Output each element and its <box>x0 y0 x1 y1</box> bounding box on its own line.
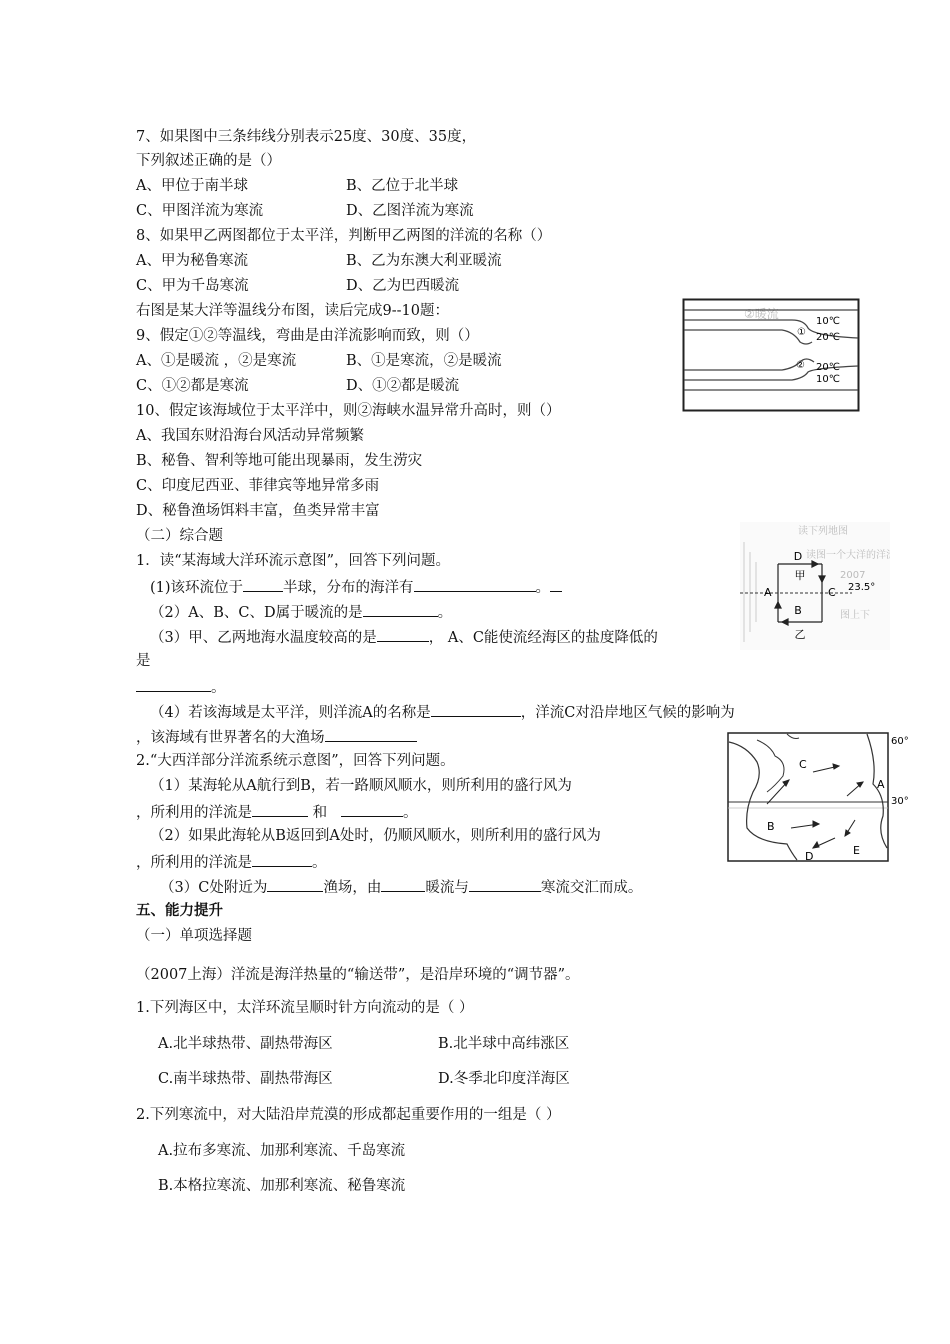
fig2-label-jia: 甲 <box>794 569 806 582</box>
c2-part3: （3）C处附近为 渔场，由 暖流与 寒流交汇而成。 <box>160 876 642 898</box>
m1-stem: 1.下列海区中，太洋环流呈顺时针方向流动的是（ ） <box>136 1000 474 1016</box>
c2-stem: 2.“大西洋部分洋流系统示意图”，回答下列问题。 <box>136 753 455 769</box>
fig1-label-20c-top: 20℃ <box>816 332 840 343</box>
fig3-label-30: 30° <box>891 796 909 807</box>
m1-option-a: A.北半球热带、副热带海区 <box>158 1036 333 1052</box>
q10-option-b: B、秘鲁、智利等地可能出现暴雨，发生涝灾 <box>136 453 423 469</box>
q7-stem-line1: 7、如果图中三条纬线分别表示25度、30度、35度， <box>136 129 477 145</box>
blank[interactable] <box>381 876 425 892</box>
q9-option-c: C、①②都是寒流 <box>136 378 249 394</box>
q10-option-a: A、我国东财沿海台风活动异常频繁 <box>136 428 364 444</box>
q10-stem: 10、假定该海域位于太平洋中，则②海峡水温异常升高时，则（） <box>136 403 561 419</box>
m1-option-b: B.北半球中高纬涨区 <box>438 1036 570 1052</box>
q7-option-a: A、甲位于南半球 <box>136 178 248 194</box>
c1-stem: 1．读“某海域大洋环流示意图”，回答下列问题。 <box>136 553 451 569</box>
m2-option-b: B.本格拉寒流、加那利寒流、秘鲁寒流 <box>158 1178 406 1194</box>
c1-part3-end: 。 <box>136 676 226 698</box>
blank[interactable] <box>550 576 562 592</box>
fig1-label-2: ② <box>796 360 805 371</box>
q10-option-d: D、秘鲁渔场饵料丰富，鱼类异常丰富 <box>136 503 380 519</box>
fig2-label-c: C <box>828 586 836 599</box>
blank[interactable] <box>325 726 417 742</box>
q9-option-d: D、①②都是暖流 <box>346 378 460 394</box>
isotherm-figure <box>682 298 860 412</box>
blank[interactable] <box>363 601 438 617</box>
q9-option-a: A、①是暖流 ，②是寒流 <box>136 353 297 369</box>
fig2-label-a: A <box>764 586 772 599</box>
fig2-label-yi: 乙 <box>794 628 806 641</box>
q8-option-c: C、甲为千岛寒流 <box>136 278 249 294</box>
fig3-label-b: B <box>767 820 775 833</box>
q8-option-d: D、乙为巴西暖流 <box>346 278 460 294</box>
section-single-choice: （一）单项选择题 <box>136 928 252 944</box>
fig3-label-60: 60° <box>891 736 909 747</box>
c2-part1: （1）某海轮从A航行到B，若一路顺风顺水，则所利用的盛行风为 <box>150 778 572 794</box>
c1-part3: （3）甲、乙两地海水温度较高的是 ， A、C能使流经海区的盐度降低的 <box>150 626 658 648</box>
fig2-bg-text: 2007 <box>840 570 866 581</box>
m2-option-a: A.拉布多寒流、加那利寒流、千岛寒流 <box>158 1143 406 1159</box>
q8-option-a: A、甲为秘鲁寒流 <box>136 253 248 269</box>
c1-part1: (1)该环流位于 半球，分布的海洋有 。 <box>150 576 562 598</box>
fig2-label-latitude: 23.5° <box>848 582 876 593</box>
atlantic-currents-figure <box>727 732 917 862</box>
fig2-bg-text: 读图一个大洋的洋流 <box>806 550 890 561</box>
c2-part2-cont: ，所利用的洋流是 。 <box>136 851 327 873</box>
blank[interactable] <box>431 701 521 717</box>
blank[interactable] <box>252 851 312 867</box>
fig3-label-a: A <box>877 778 885 791</box>
m1-option-c: C.南半球热带、副热带海区 <box>158 1071 333 1087</box>
fig1-label-20c-bottom: 20℃ <box>816 362 840 373</box>
intro-2007: （2007上海）洋流是海洋热量的“输送带”，是沿岸环境的“调节器”。 <box>136 967 580 983</box>
q9-option-b: B、①是寒流，②是暖流 <box>346 353 502 369</box>
fig2-label-b: B <box>794 604 802 617</box>
fig3-label-c: C <box>799 758 807 771</box>
gyre-figure <box>740 522 890 650</box>
c1-part2: （2）A、B、C、D属于暖流的是 。 <box>150 601 452 623</box>
fig2-label-d: D <box>793 550 803 563</box>
blank[interactable] <box>377 626 429 642</box>
q9-stem: 9、假定①②等温线，弯曲是由洋流影响而致，则（） <box>136 328 479 344</box>
fig2-bg-text: 读下列地图 <box>798 526 848 537</box>
q7-stem-line2: 下列叙述正确的是（） <box>136 153 281 169</box>
q7-option-c: C、甲图洋流为寒流 <box>136 203 264 219</box>
q8-stem: 8、如果甲乙两图都位于太平洋，判断甲乙两图的洋流的名称（） <box>136 228 552 244</box>
q8-option-b: B、乙为东澳大利亚暖流 <box>346 253 502 269</box>
c2-part2: （2）如果此海轮从B返回到A处时，仍顺风顺水，则所利用的盛行风为 <box>150 828 601 844</box>
blank[interactable] <box>243 576 283 592</box>
q7-option-d: D、乙图洋流为寒流 <box>346 203 474 219</box>
blank[interactable] <box>136 676 211 692</box>
blank[interactable] <box>252 801 308 817</box>
fig1-label-10c-top: 10℃ <box>816 316 840 327</box>
fig3-label-e: E <box>853 844 860 857</box>
fig1-title: ②暖流 <box>744 307 779 321</box>
q7-option-b: B、乙位于北半球 <box>346 178 459 194</box>
section-comprehensive: （二）综合题 <box>136 528 223 544</box>
fig1-label-1: ① <box>797 327 806 338</box>
fig1-label-10c-bottom: 10℃ <box>816 374 840 385</box>
m2-stem: 2.下列寒流中，对大陆沿岸荒漠的形成都起重要作用的一组是（ ） <box>136 1107 561 1123</box>
blank[interactable] <box>341 801 403 817</box>
q10-option-c: C、印度尼西亚、菲律宾等地异常多雨 <box>136 478 380 494</box>
blank[interactable] <box>414 576 536 592</box>
section-ability: 五、能力提升 <box>136 902 223 919</box>
c1-part4-cont: ，该海域有世界著名的大渔场 <box>136 726 417 748</box>
q9-10-intro: 右图是某大洋等温线分布图，读后完成9--10题： <box>136 303 449 319</box>
blank[interactable] <box>267 876 323 892</box>
fig3-label-d: D <box>805 850 814 862</box>
fig2-bg-text: 图上下 <box>840 610 870 621</box>
c2-part1-cont: ，所利用的洋流是 和 。 <box>136 801 417 823</box>
blank[interactable] <box>469 876 541 892</box>
m1-option-d: D.冬季北印度洋海区 <box>438 1071 570 1087</box>
c1-part3-cont: 是 <box>136 653 151 669</box>
c1-part4: （4）若该海域是太平洋，则洋流A的名称是 ，洋流C对沿岸地区气候的影响为 <box>150 701 735 723</box>
